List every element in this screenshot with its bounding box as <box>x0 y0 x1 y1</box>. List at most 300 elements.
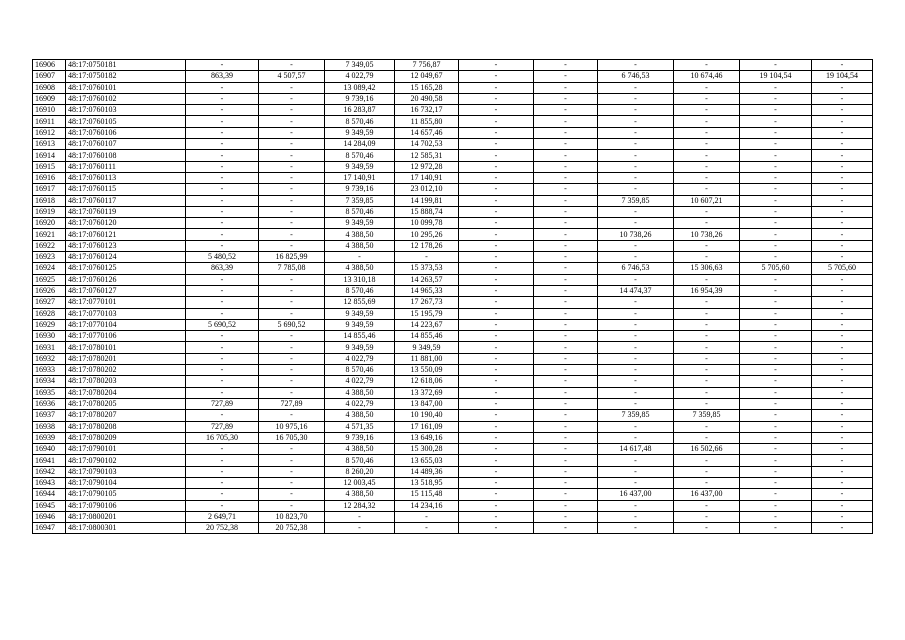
cell-value-col-10: 15 306,63 <box>674 263 740 274</box>
cell-value-col-12: - <box>812 274 873 285</box>
cell-value-col-11: - <box>740 466 812 477</box>
cell-value-col-5: 12 284,32 <box>325 500 395 511</box>
cell-value-col-8: - <box>534 172 598 183</box>
cell-value-col-4: 4 507,57 <box>259 71 325 82</box>
cell-value-col-5: - <box>325 252 395 263</box>
cell-row-number: 16932 <box>33 353 66 364</box>
cell-value-col-8: - <box>534 319 598 330</box>
cell-value-col-4: - <box>259 240 325 251</box>
cell-cadastral-number: 48:17:0790102 <box>66 455 186 466</box>
cell-value-col-12: 5 705,60 <box>812 263 873 274</box>
cell-cadastral-number: 48:17:0790105 <box>66 489 186 500</box>
cell-value-col-8: - <box>534 218 598 229</box>
cell-value-col-10: - <box>674 116 740 127</box>
cell-value-col-6: 20 490,58 <box>395 93 459 104</box>
cell-value-col-10: - <box>674 60 740 71</box>
cell-value-col-8: - <box>534 398 598 409</box>
cell-row-number: 16935 <box>33 387 66 398</box>
cell-row-number: 16917 <box>33 184 66 195</box>
table-row <box>33 218 873 229</box>
cell-value-col-7: - <box>459 218 534 229</box>
cell-value-col-6: 14 199,81 <box>395 195 459 206</box>
cell-value-col-9: - <box>598 60 674 71</box>
cell-cadastral-number: 48:17:0760102 <box>66 93 186 104</box>
cell-value-col-12: - <box>812 60 873 71</box>
cell-value-col-10: - <box>674 477 740 488</box>
cell-value-col-9: - <box>598 365 674 376</box>
cell-value-col-6: 12 972,28 <box>395 161 459 172</box>
cell-value-col-3: - <box>186 116 259 127</box>
cell-value-col-7: - <box>459 331 534 342</box>
cell-cadastral-number: 48:17:0780207 <box>66 410 186 421</box>
cell-value-col-10: - <box>674 184 740 195</box>
cell-value-col-7: - <box>459 511 534 522</box>
cell-value-col-7: - <box>459 477 534 488</box>
cell-value-col-9: - <box>598 353 674 364</box>
cell-value-col-4: - <box>259 466 325 477</box>
cell-value-col-9: - <box>598 150 674 161</box>
cell-cadastral-number: 48:17:0760127 <box>66 285 186 296</box>
cell-value-col-4: 7 785,08 <box>259 263 325 274</box>
cell-row-number: 16908 <box>33 82 66 93</box>
cell-value-col-5: 9 739,16 <box>325 93 395 104</box>
cell-cadastral-number: 48:17:0790101 <box>66 444 186 455</box>
cell-value-col-6: 17 140,91 <box>395 172 459 183</box>
cell-value-col-10: 7 359,85 <box>674 410 740 421</box>
cell-value-col-12: - <box>812 184 873 195</box>
cell-row-number: 16943 <box>33 477 66 488</box>
cell-value-col-9: - <box>598 376 674 387</box>
cell-value-col-11: - <box>740 410 812 421</box>
cell-value-col-6: 10 190,40 <box>395 410 459 421</box>
cell-value-col-12: - <box>812 500 873 511</box>
cell-value-col-9: - <box>598 184 674 195</box>
cell-value-col-5: 4 022,79 <box>325 376 395 387</box>
cell-value-col-7: - <box>459 184 534 195</box>
cell-value-col-12: - <box>812 285 873 296</box>
cell-value-col-12: - <box>812 297 873 308</box>
cell-value-col-11: - <box>740 421 812 432</box>
cell-value-col-3: - <box>186 218 259 229</box>
cell-value-col-11: - <box>740 195 812 206</box>
cell-value-col-4: - <box>259 195 325 206</box>
cell-cadastral-number: 48:17:0800301 <box>66 523 186 534</box>
table-row <box>33 116 873 127</box>
cell-value-col-11: - <box>740 511 812 522</box>
cell-value-col-9: 14 474,37 <box>598 285 674 296</box>
cell-value-col-3: 16 705,30 <box>186 432 259 443</box>
cell-value-col-10: - <box>674 455 740 466</box>
cell-cadastral-number: 48:17:0790103 <box>66 466 186 477</box>
cell-value-col-10: - <box>674 206 740 217</box>
cell-value-col-12: - <box>812 353 873 364</box>
cell-value-col-8: - <box>534 297 598 308</box>
cell-value-col-7: - <box>459 240 534 251</box>
cell-value-col-5: 9 739,16 <box>325 184 395 195</box>
cell-value-col-8: - <box>534 263 598 274</box>
cell-value-col-9: - <box>598 500 674 511</box>
cell-value-col-12: - <box>812 195 873 206</box>
cell-row-number: 16919 <box>33 206 66 217</box>
cell-value-col-9: - <box>598 511 674 522</box>
cell-value-col-8: - <box>534 285 598 296</box>
cell-value-col-10: 10 607,21 <box>674 195 740 206</box>
cell-value-col-11: 19 104,54 <box>740 71 812 82</box>
cell-value-col-9: - <box>598 342 674 353</box>
cell-value-col-5: 13 310,18 <box>325 274 395 285</box>
cell-cadastral-number: 48:17:0750182 <box>66 71 186 82</box>
table-row <box>33 331 873 342</box>
cell-value-col-5: 4 388,50 <box>325 240 395 251</box>
cell-value-col-11: - <box>740 477 812 488</box>
data-table-container <box>32 59 873 534</box>
cell-value-col-11: - <box>740 398 812 409</box>
cell-value-col-12: - <box>812 455 873 466</box>
cell-value-col-5: 16 283,87 <box>325 105 395 116</box>
cell-value-col-3: - <box>186 342 259 353</box>
cell-cadastral-number: 48:17:0760101 <box>66 82 186 93</box>
cell-value-col-10: - <box>674 105 740 116</box>
cell-cadastral-number: 48:17:0760124 <box>66 252 186 263</box>
cell-value-col-5: - <box>325 523 395 534</box>
cell-value-col-8: - <box>534 105 598 116</box>
cell-value-col-12: - <box>812 410 873 421</box>
cell-row-number: 16940 <box>33 444 66 455</box>
cell-value-col-6: 15 195,79 <box>395 308 459 319</box>
cell-value-col-12: - <box>812 252 873 263</box>
cell-row-number: 16922 <box>33 240 66 251</box>
cell-value-col-4: - <box>259 229 325 240</box>
cell-value-col-7: - <box>459 421 534 432</box>
cell-value-col-8: - <box>534 195 598 206</box>
table-row <box>33 105 873 116</box>
cell-value-col-4: - <box>259 60 325 71</box>
cell-value-col-11: - <box>740 297 812 308</box>
cell-value-col-4: 16 705,30 <box>259 432 325 443</box>
cell-value-col-5: 9 349,59 <box>325 161 395 172</box>
cell-value-col-10: - <box>674 93 740 104</box>
cell-value-col-12: - <box>812 93 873 104</box>
cell-value-col-10: - <box>674 252 740 263</box>
cell-value-col-5: 4 388,50 <box>325 263 395 274</box>
cell-value-col-9: 7 359,85 <box>598 410 674 421</box>
cell-value-col-3: - <box>186 172 259 183</box>
cell-value-col-12: - <box>812 342 873 353</box>
cell-value-col-7: - <box>459 376 534 387</box>
cell-row-number: 16938 <box>33 421 66 432</box>
cell-value-col-8: - <box>534 274 598 285</box>
table-row <box>33 523 873 534</box>
cell-cadastral-number: 48:17:0760105 <box>66 116 186 127</box>
cell-value-col-6: 14 489,36 <box>395 466 459 477</box>
cell-value-col-7: - <box>459 195 534 206</box>
cell-value-col-3: - <box>186 274 259 285</box>
cell-value-col-3: - <box>186 466 259 477</box>
cell-row-number: 16914 <box>33 150 66 161</box>
cell-value-col-12: - <box>812 331 873 342</box>
cell-value-col-7: - <box>459 387 534 398</box>
cell-value-col-5: 4 388,50 <box>325 489 395 500</box>
cell-value-col-9: - <box>598 387 674 398</box>
cell-value-col-7: - <box>459 150 534 161</box>
cell-value-col-9: - <box>598 105 674 116</box>
cell-value-col-7: - <box>459 353 534 364</box>
cell-value-col-8: - <box>534 342 598 353</box>
cell-row-number: 16947 <box>33 523 66 534</box>
cell-value-col-11: 5 705,60 <box>740 263 812 274</box>
table-row <box>33 342 873 353</box>
cell-value-col-8: - <box>534 421 598 432</box>
cell-value-col-6: 10 295,26 <box>395 229 459 240</box>
cell-value-col-4: - <box>259 331 325 342</box>
cell-value-col-11: - <box>740 139 812 150</box>
table-row <box>33 421 873 432</box>
table-row <box>33 263 873 274</box>
table-row <box>33 139 873 150</box>
cell-value-col-11: - <box>740 523 812 534</box>
cell-value-col-6: 14 702,53 <box>395 139 459 150</box>
cell-value-col-11: - <box>740 365 812 376</box>
cell-value-col-9: - <box>598 172 674 183</box>
table-row <box>33 184 873 195</box>
cell-cadastral-number: 48:17:0760113 <box>66 172 186 183</box>
cell-value-col-11: - <box>740 229 812 240</box>
cell-value-col-8: - <box>534 71 598 82</box>
cell-value-col-5: 8 570,46 <box>325 285 395 296</box>
cell-value-col-3: 863,39 <box>186 263 259 274</box>
cell-value-col-10: - <box>674 511 740 522</box>
cell-value-col-5: 4 571,35 <box>325 421 395 432</box>
cell-value-col-7: - <box>459 308 534 319</box>
cell-value-col-8: - <box>534 477 598 488</box>
cell-value-col-9: - <box>598 127 674 138</box>
table-row <box>33 93 873 104</box>
cell-row-number: 16928 <box>33 308 66 319</box>
cell-value-col-7: - <box>459 500 534 511</box>
cell-cadastral-number: 48:17:0780101 <box>66 342 186 353</box>
cell-row-number: 16930 <box>33 331 66 342</box>
cell-value-col-5: 9 739,16 <box>325 432 395 443</box>
cell-value-col-8: - <box>534 376 598 387</box>
cell-value-col-5: 17 140,91 <box>325 172 395 183</box>
table-row <box>33 274 873 285</box>
cell-value-col-12: - <box>812 398 873 409</box>
cell-value-col-3: - <box>186 500 259 511</box>
cell-value-col-8: - <box>534 331 598 342</box>
cell-cadastral-number: 48:17:0780209 <box>66 432 186 443</box>
cell-value-col-7: - <box>459 252 534 263</box>
cell-value-col-5: 7 349,05 <box>325 60 395 71</box>
cell-value-col-7: - <box>459 172 534 183</box>
cell-value-col-9: - <box>598 93 674 104</box>
cell-value-col-8: - <box>534 161 598 172</box>
cell-value-col-8: - <box>534 127 598 138</box>
cell-value-col-11: - <box>740 274 812 285</box>
table-row <box>33 376 873 387</box>
cell-value-col-6: 15 300,28 <box>395 444 459 455</box>
cell-value-col-4: - <box>259 455 325 466</box>
cell-value-col-12: 19 104,54 <box>812 71 873 82</box>
cell-value-col-4: 10 823,70 <box>259 511 325 522</box>
cell-value-col-4: 5 690,52 <box>259 319 325 330</box>
cell-value-col-7: - <box>459 398 534 409</box>
cell-value-col-6: 12 178,26 <box>395 240 459 251</box>
cell-row-number: 16916 <box>33 172 66 183</box>
cell-cadastral-number: 48:17:0760117 <box>66 195 186 206</box>
cell-value-col-6: 13 518,95 <box>395 477 459 488</box>
cell-row-number: 16945 <box>33 500 66 511</box>
cell-value-col-6: 14 234,16 <box>395 500 459 511</box>
cell-value-col-6: 7 756,87 <box>395 60 459 71</box>
cell-value-col-9: - <box>598 308 674 319</box>
cell-cadastral-number: 48:17:0750181 <box>66 60 186 71</box>
cell-value-col-5: - <box>325 511 395 522</box>
cell-value-col-11: - <box>740 432 812 443</box>
cell-value-col-5: 9 349,59 <box>325 127 395 138</box>
cell-value-col-6: - <box>395 252 459 263</box>
cell-value-col-12: - <box>812 82 873 93</box>
cell-value-col-5: 9 349,59 <box>325 218 395 229</box>
cell-value-col-12: - <box>812 161 873 172</box>
table-row <box>33 432 873 443</box>
cell-value-col-10: 10 738,26 <box>674 229 740 240</box>
table-row <box>33 127 873 138</box>
cell-value-col-3: 727,89 <box>186 421 259 432</box>
cell-cadastral-number: 48:17:0760111 <box>66 161 186 172</box>
cell-value-col-10: - <box>674 308 740 319</box>
cell-value-col-10: 10 674,46 <box>674 71 740 82</box>
cell-value-col-11: - <box>740 376 812 387</box>
cell-value-col-3: - <box>186 444 259 455</box>
cell-row-number: 16923 <box>33 252 66 263</box>
cell-value-col-12: - <box>812 206 873 217</box>
cell-value-col-3: - <box>186 150 259 161</box>
cell-value-col-9: - <box>598 240 674 251</box>
cell-value-col-10: - <box>674 150 740 161</box>
cell-cadastral-number: 48:17:0760125 <box>66 263 186 274</box>
cell-row-number: 16920 <box>33 218 66 229</box>
cell-value-col-12: - <box>812 387 873 398</box>
cell-cadastral-number: 48:17:0760120 <box>66 218 186 229</box>
cell-value-col-12: - <box>812 376 873 387</box>
cell-value-col-11: - <box>740 444 812 455</box>
table-row <box>33 444 873 455</box>
cell-value-col-3: - <box>186 455 259 466</box>
cell-value-col-6: 15 165,28 <box>395 82 459 93</box>
cell-value-col-12: - <box>812 421 873 432</box>
cell-cadastral-number: 48:17:0780203 <box>66 376 186 387</box>
cell-value-col-8: - <box>534 365 598 376</box>
cell-value-col-10: - <box>674 319 740 330</box>
table-row <box>33 365 873 376</box>
cell-cadastral-number: 48:17:0800201 <box>66 511 186 522</box>
cell-value-col-5: 12 003,45 <box>325 477 395 488</box>
cell-value-col-9: - <box>598 252 674 263</box>
cell-value-col-5: 9 349,59 <box>325 319 395 330</box>
table-row <box>33 195 873 206</box>
cell-value-col-4: - <box>259 150 325 161</box>
cell-value-col-5: 8 570,46 <box>325 206 395 217</box>
cell-value-col-11: - <box>740 319 812 330</box>
cell-value-col-9: - <box>598 398 674 409</box>
cell-value-col-3: 20 752,38 <box>186 523 259 534</box>
cell-value-col-5: 12 855,69 <box>325 297 395 308</box>
cell-value-col-5: 9 349,59 <box>325 342 395 353</box>
cell-value-col-5: 8 570,46 <box>325 150 395 161</box>
cell-value-col-10: - <box>674 365 740 376</box>
cell-value-col-4: - <box>259 172 325 183</box>
cell-value-col-5: 13 089,42 <box>325 82 395 93</box>
cell-value-col-11: - <box>740 161 812 172</box>
cadastral-value-table <box>32 59 873 534</box>
cell-value-col-4: - <box>259 82 325 93</box>
cell-value-col-10: - <box>674 240 740 251</box>
cell-cadastral-number: 48:17:0760115 <box>66 184 186 195</box>
cell-value-col-8: - <box>534 489 598 500</box>
cell-value-col-4: - <box>259 297 325 308</box>
cell-value-col-5: 4 022,79 <box>325 71 395 82</box>
cell-row-number: 16941 <box>33 455 66 466</box>
cell-value-col-12: - <box>812 218 873 229</box>
cell-value-col-6: 13 847,00 <box>395 398 459 409</box>
cell-value-col-6: - <box>395 511 459 522</box>
cell-value-col-11: - <box>740 308 812 319</box>
cell-value-col-7: - <box>459 489 534 500</box>
cell-value-col-4: - <box>259 365 325 376</box>
cell-row-number: 16946 <box>33 511 66 522</box>
cell-value-col-4: - <box>259 410 325 421</box>
cell-row-number: 16911 <box>33 116 66 127</box>
cell-value-col-9: - <box>598 82 674 93</box>
cell-value-col-10: - <box>674 523 740 534</box>
cell-value-col-12: - <box>812 139 873 150</box>
cell-value-col-11: - <box>740 252 812 263</box>
cell-value-col-3: - <box>186 93 259 104</box>
cell-value-col-7: - <box>459 410 534 421</box>
cell-value-col-7: - <box>459 206 534 217</box>
cell-value-col-6: 13 372,69 <box>395 387 459 398</box>
cell-cadastral-number: 48:17:0760123 <box>66 240 186 251</box>
cell-cadastral-number: 48:17:0790104 <box>66 477 186 488</box>
cell-value-col-9: - <box>598 206 674 217</box>
cell-value-col-9: - <box>598 218 674 229</box>
cell-value-col-7: - <box>459 432 534 443</box>
cell-value-col-12: - <box>812 172 873 183</box>
cell-value-col-9: 14 617,48 <box>598 444 674 455</box>
cell-value-col-7: - <box>459 105 534 116</box>
cell-value-col-9: - <box>598 274 674 285</box>
cell-value-col-8: - <box>534 523 598 534</box>
cell-value-col-4: - <box>259 274 325 285</box>
cell-value-col-10: - <box>674 376 740 387</box>
cell-value-col-12: - <box>812 444 873 455</box>
cell-value-col-7: - <box>459 444 534 455</box>
cell-value-col-5: 4 022,79 <box>325 353 395 364</box>
cell-value-col-10: - <box>674 421 740 432</box>
cell-value-col-4: 20 752,38 <box>259 523 325 534</box>
cell-value-col-9: - <box>598 455 674 466</box>
cell-value-col-3: - <box>186 376 259 387</box>
cell-value-col-10: - <box>674 398 740 409</box>
cell-value-col-4: - <box>259 285 325 296</box>
cell-cadastral-number: 48:17:0770106 <box>66 331 186 342</box>
cell-value-col-5: 7 359,85 <box>325 195 395 206</box>
cell-value-col-12: - <box>812 240 873 251</box>
cell-value-col-9: - <box>598 297 674 308</box>
cell-value-col-5: 9 349,59 <box>325 308 395 319</box>
cell-cadastral-number: 48:17:0780208 <box>66 421 186 432</box>
cell-value-col-9: - <box>598 139 674 150</box>
